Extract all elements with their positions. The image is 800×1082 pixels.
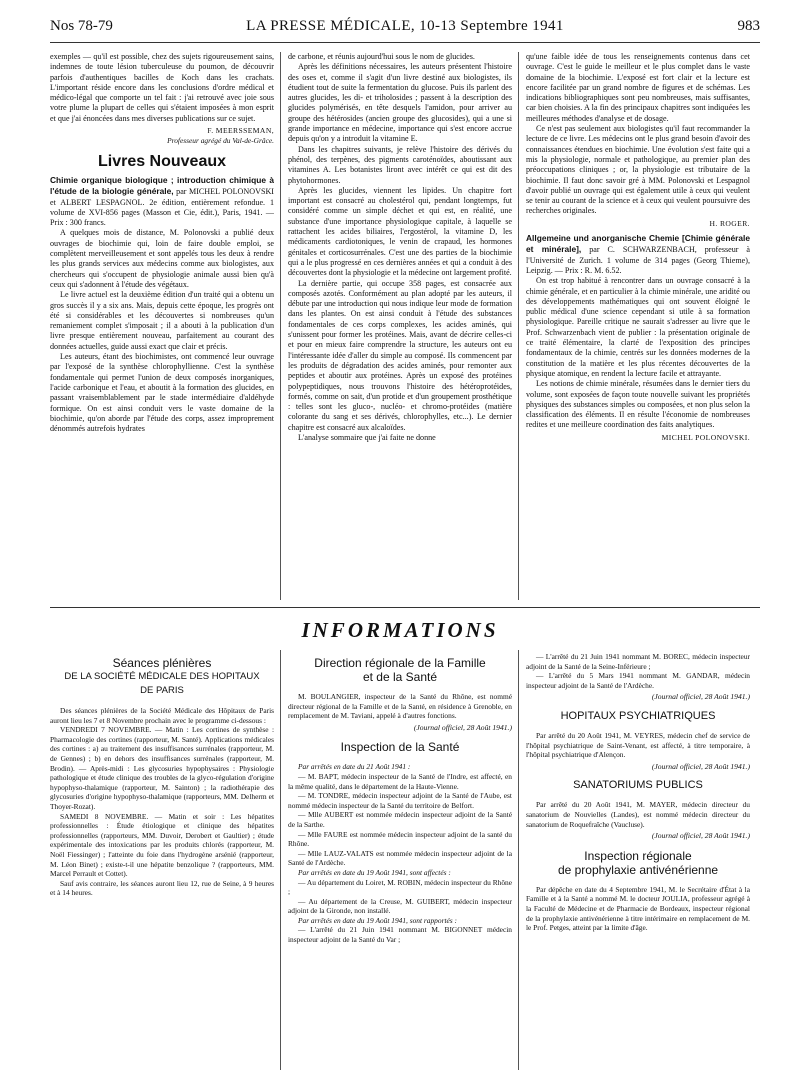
info-item: Par arrêtés en date du 19 Août 1941, sont rapportés : [298,915,457,925]
info-paragraph: Des séances plénières de la Société Médicale des Hôpitaux de Paris auront lieu les 7 et 8 Novembre prochain avec le programme ci-dessous : [50,706,274,725]
review-paragraph: L'analyse sommaire que j'ai faite ne donne [298,432,436,442]
header-rule [50,42,760,43]
heading-inspection: Inspection de la Santé [340,740,460,755]
page-header [50,18,760,40]
info-item: — Mlle LAUZ-VALATS est nommée médecin inspecteur adjoint de la Santé de l'Ardèche. [288,848,512,868]
info-paragraph: SAMEDI 8 NOVEMBRE. — Matin et soir : Les hépatites professionnelles : Étude étiologique et clinique des hépatites professionnelles (rapporteurs, MM. Duvoir, Derobert et Gaultier) ; étude expérimentale des intoxications par les produits chlorés (rapporteur, M. Noël Fiessinger) ; l'atteinte du foie dans l'hydrogène arsénié (rapporteur, M. Léon Binet) ; existe-t-il une hépatite benzolique ? (rapporteurs, MM. Marcel Perrault et Cottet). [50,811,274,879]
review-paragraph: Dans les chapitres suivants, je relève l'histoire des dérivés du phénol, des terpènes, des pigments caroténoïdes, aboutissant aux vitamines A. Les botanistes liront avec intérêt ce qui est dit des phytohormones. [288,144,512,185]
info-column-1 [50,652,274,1072]
info-item: — Mlle AUBERT est nommée médecin inspecteur adjoint de la Santé de la Sarthe. [288,810,512,829]
book-title: Chimie organique biologique ; introduction chimique à l'étude de la biologie générale, [50,174,274,197]
info-item: — L'arrêté du 21 Juin 1941 nommant M. BOREC, médecin inspecteur adjoint de la Santé de la Seine-Inférieure ; [526,652,750,671]
book-title: Allgemeine und anorganische Chemie [Chimie générale et minérale], [526,233,750,255]
heading-prophylaxie [526,849,750,877]
heading-hopitaux: HOPITAUX PSYCHIATRIQUES [560,709,716,722]
book-details: par MICHEL POLONOVSKI et ALBERT LESPAGNOL. 2e édition, entièrement refondue. 1 volume de XVI-856 pages (Masson et Cie, édit.), Paris, 1941. — Prix : 300 francs. [50,187,274,228]
signature-polonovski: MICHEL POLONOVSKI. [661,432,750,442]
review-paragraph: Le livre actuel est la deuxième édition d'un traité qui a obtenu un gros succès il y a six ans. Mais, depuis cette époque, les progrès ont été si considérables et les découvertes si nombreuses qu'un remaniement complet s'imposait ; il a abouti à la publication d'un livre presque entièrement nouveau, parfaitement au courant des données actuelles, guide aussi exact que clair et précis. [50,290,274,351]
heading-line: Séances plénières [112,656,212,670]
info-column-3 [526,652,750,1072]
review-paragraph: Après les définitions nécessaires, les auteurs présentent l'histoire des oses et, comme il s'agit d'un livre destiné aux biologistes, ils étudient tout de suite la fermentation du glucose. Puis ils parlent des autres glucides, les di- et triholosides ; passent à la description des glucides polymérisés, en tête desquels l'amidon, pour arriver au groupe des hétérosides (ancien groupe des glucosides), qui a une si grande importance en médecine, importance qui s'est encore accrue depuis qu'on y a introduit la vitamine E. [288,62,512,144]
review-paragraph: La dernière partie, qui occupe 358 pages, est consacrée aux composés azotés. Conformément au plan adopté par les auteurs, il débute par une introduction qui nous indique leur mode de formation dans les plantes. On est ainsi conduit à l'étude des substances fondamentales de ces corps complexes, les acides aminés, qui s'unissent pour former les protéines. Mais, avant de décrire celles-ci et pour en mieux faire comprendre la structure, les auteurs ont eu l'intéressante idée d'aller du simple au composé. Ils commencent par les produits de dégradation des acides aminés, pour remonter aux peptides et aboutir aux protéines. Après un exposé des protéines polypeptidiques, nous trouvons l'histoire des hétéroprotéides, formés, comme on sait, d'un protide et d'un groupement prosthétique : telles sont les gluco-, nucléo- et chromo-protéides (matière colorante du sang et ses dérivés, chlorophylles, etc...). Le dernier chapitre est consacré aux alcaloïdes. [288,278,512,432]
info-item: — L'arrêté du 21 Juin 1941 nommant M. BIGONNET médecin inspecteur adjoint de la Santé du Var ; [288,925,512,945]
review-paragraph: Ce n'est pas seulement aux biologistes qu'il faut recommander la lecture de ce livre. Les médecins ont le plus grand besoin d'avoir des connaissances étendues en biochimie. Une évolution s'est faite qui a mis la physiologie, normale et pathologique, au premier plan des préoccupations cliniques ; or, la physiologie est tributaire de la biochimie. Il faut donc savoir gré à MM. Polonovski et Lespagnol d'avoir publié un ouvrage qui est également utile à ceux qui veulent se tenir au courant de la science et à ceux qui veulent poursuivre des recherches originales. [526,124,750,216]
info-paragraph: Par dépêche en date du 4 Septembre 1941, M. le Secrétaire d'État à la Famille et à la Santé a nommé M. le docteur JOULIA, professeur agrégé à la Faculté de Médecine et de Pharmacie de Bordeaux, inspecteur régional de la prophylaxie antivénérienne à titre intérimaire en remplacement de M. le Prof. Petges, atteint par la limite d'âge. [526,884,750,933]
info-item: — Au département de la Creuse, M. GUIBERT, médecin inspecteur adjoint de la Gironde, non installé. [288,896,512,916]
info-paragraph: Par arrêté du 20 Août 1941, M. MAYER, médecin directeur du sanatorium de Nouvielles (Landes), est nommé médecin directeur du sanatorium de Roquefraîche (Vaucluse). [526,800,750,829]
column-divider [280,52,281,600]
heading-line: DE LA SOCIÉTÉ MÉDICALE DES HOPITAUX [64,671,260,682]
book-entry [50,175,274,228]
heading-sanatoriums: SANATORIUMS PUBLICS [573,779,703,792]
info-item: — M. TONDRE, médecin inspecteur adjoint de la Santé de l'Aube, est nommé médecin inspecteur de la Santé du territoire de Belfort. [288,791,512,810]
column-divider [518,650,519,1070]
info-item: — L'arrêté du 5 Mars 1941 nommant M. GANDAR, médecin inspecteur adjoint de la Santé de l'Ardèche. [526,671,750,690]
info-paragraph: Par arrêté du 20 Août 1941, M. VEYRES, médecin chef de service de l'hôpital psychiatrique de Saint-Venant, est affecté, à titre temporaire, à l'hôpital psychiatrique d'Alençon. [526,730,750,760]
book-details: par C. SCHWARZENBACH, professeur à l'Université de Zurich. 1 volume de 314 pages (Georg Thieme), Leipzig. — Prix : R. M. 6.52. [526,245,750,275]
heading-line: Inspection régionale [584,848,692,863]
heading-line: Direction régionale de la Famille [314,656,486,670]
signature-title: Professeur agrégé du Val-de-Grâce. [167,136,274,146]
info-paragraph: M. BOULANGIER, inspecteur de la Santé du Rhône, est nommé directeur régional de la Famille et de la Santé, en résidence à Grenoble, en remplacement de M. Taviani, appelé à d'autres fonctions. [288,692,512,721]
heading-seances [50,656,274,698]
section-rule [50,607,760,608]
info-column-2 [288,652,512,1072]
issue-number: Nos 78-79 [50,18,113,34]
review-paragraph: A quelques mois de distance, M. Polonovski a publié deux ouvrages de biochimie qui, loin de faire double emploi, se complètent merveilleusement et sont appelés tous les deux à rendre les plus grands services aux médecins comme aux biologistes, aux chercheurs qui s'occupent de physiologie animale aussi bien qu'à ceux qui s'adonnent à l'étude des végétaux. [50,228,274,289]
column-3 [526,52,750,602]
info-item: — Mlle FAURE est nommée médecin inspecteur adjoint de la santé du Rhône. [288,829,512,849]
info-item: Par arrêtés en date du 21 Août 1941 : [298,762,411,772]
heading-direction [288,656,512,684]
source-citation: (Journal officiel, 28 Août 1941.) [413,722,512,732]
info-paragraph: Sauf avis contraire, les séances auront lieu 12, rue de Seine, à 9 heures et à 14 heures. [50,878,274,898]
heading-line: DE PARIS [140,685,184,696]
column-1 [50,52,274,602]
heading-line: de prophylaxie antivénérienne [557,862,719,877]
info-item: Par arrêtés en date du 19 Août 1941, sont affectés : [298,867,451,877]
letter-conclusion: exemples — qu'il est possible, chez des sujets rigoureusement sains, indemnes de toute lésion tuberculeuse du poumon, de découvrir parfois d'authentiques bacilles de Koch dans les crachats. L'important réside encore dans les conclusions d'ordre médical et médico-légal que comporte un tel fait : j'ai retrouvé avec joie sous votre plume la plupart de celles qui s'étaient imposées à mon esprit et que j'ai énoncées dans mes diverses publications sur ce sujet. [50,52,274,123]
source-citation: (Journal officiel, 28 Août 1941.) [651,692,750,702]
journal-title: LA PRESSE MÉDICALE, 10-13 Septembre 1941 [246,18,564,34]
column-divider [280,650,281,1070]
info-paragraph: VENDREDI 7 NOVEMBRE. — Matin : Les cortines de synthèse : Pharmacologie des cortines (rapporteur, M. Santé). Applications médicales des cortines : a) au traitement des insuffisances surrénales (rapporteur, M. de Gennes) ; b) en dehors des insuffisances surrénales (rapporteur, M. Brodin). — Après-midi : Les glycosuries hypophysaires : Physiologie pathologique et étude clinique des troubles de la glyco-régulation d'origine hypophyso-thalamique (rapporteur, M. Sainton) ; la radiothérapie des glycosuries d'origine hypophyso-thalamique (rapporteurs, MM. Delherm et Thoyer-Rozat). [50,725,274,811]
review-paragraph: Après les glucides, viennent les lipides. Un chapitre fort important est consacré au cholestérol qui, pendant longtemps, fut considéré comme un simple déchet et qui est, en réalité, une substance d'une importance physiologique capitale, à laquelle se rattachent les acides biliaires, l'ergostérol, la vitamine D, les médicaments cardiotoniques, le venin de crapaud, les hormones génitales et corticosurrénales. C'est une des parties de la biochimie qui a le plus progressé en ces dernières années et qui a conduit à des découvertes dont la physiologie et la médecine ont largement profité. [288,185,512,278]
review-paragraph: On est trop habitué à rencontrer dans un ouvrage consacré à la chimie générale, et en particulier à la chimie minérale, une aridité ou des développements mathématiques qui ont souvent éloigné le public médical d'une science cependant si utile à sa formation physiologique. Pareille critique ne saurait s'adresser au livre que le Prof. Schwarzenbach vient de publier : la présentation originale de ce traité élémentaire, la clarté de l'exposition des principes fondamentaux de la chimie, centrés sur les données modernes de la constitution de la matière et les plus récentes découvertes de la physique atomique, en rendent la lecture facile et attrayante. [526,276,750,378]
section-title-livres-nouveaux: Livres Nouveaux [97,152,227,170]
column-divider [518,52,519,600]
review-paragraph: de carbone, et réunis aujourd'hui sous le nom de glucides. [288,52,475,61]
review-paragraph: qu'une faible idée de tous les renseignements contenus dans cet ouvrage. C'est le guide le meilleur et le plus complet dans le vaste domaine de la biochimie. L'exposé est fort clair et la lecture est encore facilitée par un grand nombre de figures et de schémas. Les indications bibliographiques sont peu nombreuses, mais suffisantes, car bien choisies. A la fin des principaux chapitres sont indiquées les meilleures méthodes d'analyse et de dosage. [526,52,750,123]
info-item: — M. BAPT, médecin inspecteur de la Santé de l'Indre, est affecté, en la même qualité, dans le département de la Haute-Vienne. [288,771,512,791]
signature-meersseman: F. MEERSSEMAN, [207,126,274,136]
review-paragraph: Les notions de chimie minérale, résumées dans le dernier tiers du volume, sont exposées de façon toute nouvelle suivant les propriétés physiques des substances simples ou composées, et non plus selon la classification des éléments. Il en résulte l'économie de nombreuses redites et une meilleure coordination des faits analytiques. [526,379,750,430]
source-citation: (Journal officiel, 28 Août 1941.) [651,761,750,771]
informations-title: INFORMATIONS [301,618,499,642]
source-citation: (Journal officiel, 28 Août 1941.) [651,831,750,841]
review-paragraph: Les auteurs, étant des biochimistes, ont commencé leur ouvrage par l'exposé de la synthèse chlorophyllienne. C'est la synthèse fondamentale qui permet l'union de deux composés inorganiques, l'acide carbonique et l'eau, et aboutit à la formation des glucides, en passant vraisemblablement par le stade intermédiaire d'aldéhyde formique. On est ainsi conduit vers le vaste domaine de la biochimie, qu'on aborde par l'étude des corps, assez improprement dénommés autrefois hydrates [50,352,274,434]
page-number: 983 [737,18,760,34]
info-item: — Au département du Loiret, M. ROBIN, médecin inspecteur du Rhône ; [288,877,512,897]
book-entry [526,233,750,276]
heading-line: et de la Santé [362,670,438,684]
signature-roger: H. ROGER. [709,218,750,228]
column-2 [288,52,512,602]
